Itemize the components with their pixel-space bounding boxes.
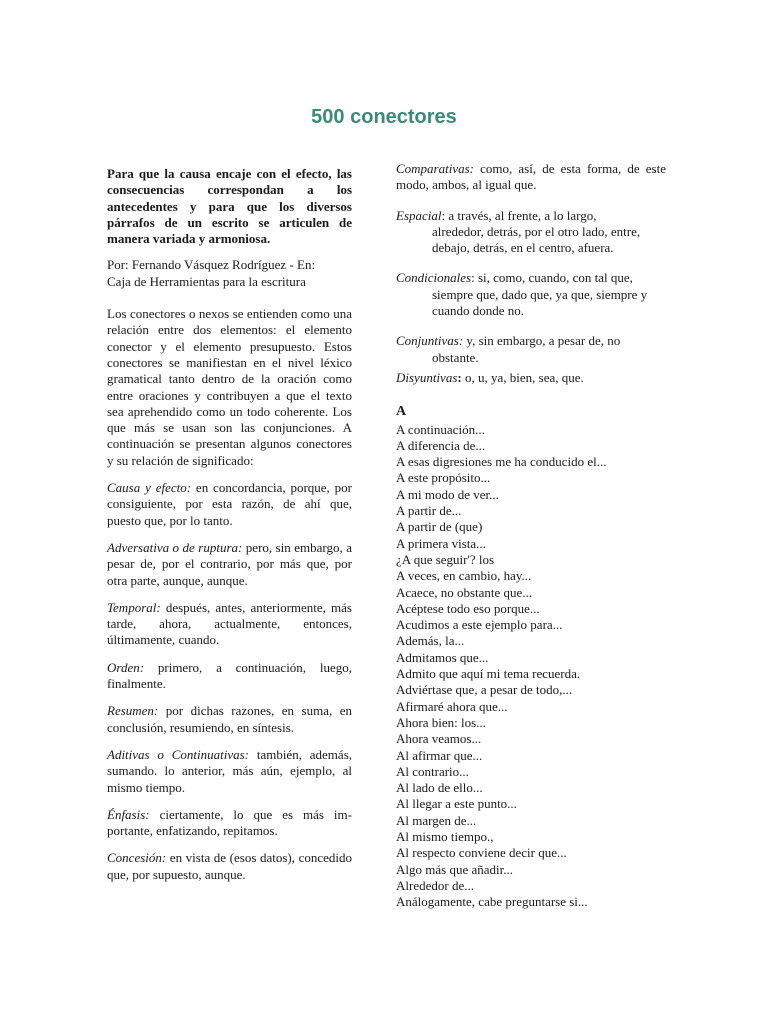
list-item: Al margen de... — [396, 812, 477, 828]
list-item: A veces, en cambio, hay... — [396, 568, 532, 584]
intro-paragraph: Para que la causa encaje con el efecto, las consecuencias correspondan a los antecedentes y para que los diversos párrafos de un escrito se articulen de manera variada y armoniosa. — [107, 166, 352, 247]
category-text: en vista de (esos datos), concedido que, por supuesto, aunque. — [107, 850, 352, 882]
category-label: Orden: — [107, 659, 145, 675]
category-text-continued: siempre que, dado que, ya que, siempre y cuando donde no. — [432, 286, 648, 319]
category-disyuntivas — [396, 370, 666, 386]
category-colon: : — [457, 369, 462, 385]
author-line-2: Caja de Herramientas para la escritura — [107, 273, 306, 289]
list-item: Acéptese todo eso porque... — [396, 600, 540, 616]
list-item: Admitamos que... — [396, 649, 489, 665]
category-item — [107, 540, 352, 589]
category-label: Espacial — [396, 207, 442, 223]
category-espacial — [396, 208, 666, 257]
category-item — [107, 480, 352, 529]
list-item: A continuación... — [396, 421, 485, 437]
category-label: Énfasis: — [107, 806, 150, 822]
section-letter: A — [396, 404, 407, 420]
category-label: Concesión: — [107, 850, 167, 866]
category-conjuntivas — [396, 333, 666, 366]
author-credit — [107, 257, 352, 290]
category-text: : a través, al frente, a lo largo, — [441, 207, 597, 223]
category-item — [107, 807, 352, 840]
list-item: Afirmaré ahora que... — [396, 698, 508, 714]
category-label: Adversativa o de ruptura: — [107, 539, 243, 555]
list-item: Acudimos a este ejemplo para... — [396, 617, 563, 633]
category-text: después, antes, anteriormente, más tarde, ahora, actualmente, entonces, últimamente, cuando. — [107, 599, 352, 648]
list-item: A esas digresiones me ha conducido el... — [396, 454, 607, 470]
category-text: : si, como, cuando, con tal que, — [471, 270, 633, 286]
category-label: Disyuntivas — [396, 369, 458, 385]
category-item — [107, 747, 352, 796]
list-item: A diferencia de... — [396, 437, 486, 453]
category-text-continued: obstante. — [432, 349, 479, 365]
list-item: Al respecto conviene decir que... — [396, 845, 567, 861]
category-item — [107, 660, 352, 693]
list-item: Análogamente, cabe preguntarse si... — [396, 894, 588, 910]
list-item: Alrededor de... — [396, 877, 474, 893]
list-item: A mi modo de ver... — [396, 486, 499, 502]
category-text: como, así, de esta forma, de este modo, ambos, al igual que. — [396, 161, 666, 193]
category-label: Conjuntivas: — [396, 333, 464, 349]
list-item: A partir de (que) — [396, 519, 483, 535]
category-label: Aditivas o Continuativas: — [107, 746, 250, 762]
category-comparativas — [396, 161, 666, 194]
list-item: Algo más que añadir... — [396, 861, 513, 877]
body-paragraph: Los conectores o nexos se entienden como una relación entre dos elementos: el elemento conector y el elemento presupuesto. Estos conectores se manifiestan en el nivel léxico gramatical tanto dentro de la oración como entre oraciones y contribuyen a que el texto sea aprehendido como un todo coherente. Los que más se usan son las conjunciones. A continuación se presentan algunos conectores y su relación de significado: — [107, 306, 352, 468]
category-text: por dichas razones, en suma, en conclusión, resumiendo, en síntesis. — [107, 703, 352, 735]
connector-categories — [107, 480, 352, 883]
author-line-1: Por: Fernando Vásquez Rodríguez - En: — [107, 257, 316, 273]
category-label: Comparativas: — [396, 161, 474, 176]
list-item: Al lado de ello... — [396, 780, 483, 796]
list-item: Ahora bien: los... — [396, 714, 486, 730]
category-label: Temporal: — [107, 599, 161, 615]
category-text: y, sin embargo, a pesar de, no — [463, 333, 621, 349]
list-item: Al afirmar que... — [396, 747, 483, 763]
list-item: Al llegar a este punto... — [396, 796, 517, 812]
left-column — [107, 166, 352, 883]
category-text: o, u, ya, bien, sea, que. — [461, 369, 584, 385]
right-column — [396, 161, 666, 910]
list-item: A primera vista... — [396, 535, 486, 551]
category-text: primero, a continuación, luego, finalmente. — [107, 659, 352, 692]
list-item: A este propósito... — [396, 470, 491, 486]
list-item: Acaece, no obstante que... — [396, 584, 533, 600]
page-title: 500 conectores — [311, 106, 457, 128]
category-item — [107, 600, 352, 649]
category-item — [107, 703, 352, 736]
category-text-continued: alrededor, detrás, por el otro lado, entre, debajo, detrás, en el centro, afuera. — [432, 223, 641, 256]
category-text: en concordancia, porque, por consiguiente, por esta razón, de ahí que, puesto que, por lo tanto. — [107, 480, 352, 528]
connector-list — [396, 422, 666, 911]
list-item: ¿A que seguir'? los — [396, 551, 495, 567]
category-text: también, además, sumando. lo anterior, más aún, ejemplo, al mismo tiempo. — [107, 746, 352, 795]
list-item: A partir de... — [396, 503, 462, 519]
category-text: ciertamente, lo que es más im-portante, enfatizando, repitamos. — [107, 806, 352, 839]
category-item — [107, 850, 352, 883]
category-text: pero, sin embargo, a pesar de, por el contrario, por más que, por otra parte, aunque, aunque. — [107, 539, 352, 588]
category-label: Resumen: — [107, 703, 159, 719]
category-label: Condicionales — [396, 270, 472, 286]
list-item: Al mismo tiempo., — [396, 828, 494, 844]
list-item: Ahora veamos... — [396, 731, 482, 747]
list-item: Admito que aquí mi tema recuerda. — [396, 666, 581, 682]
category-condicionales — [396, 270, 666, 319]
list-item: Al contrario... — [396, 763, 469, 779]
list-item: Además, la... — [396, 633, 465, 649]
category-label: Causa y efecto: — [107, 480, 192, 496]
list-item: Adviértase que, a pesar de todo,... — [396, 682, 573, 698]
